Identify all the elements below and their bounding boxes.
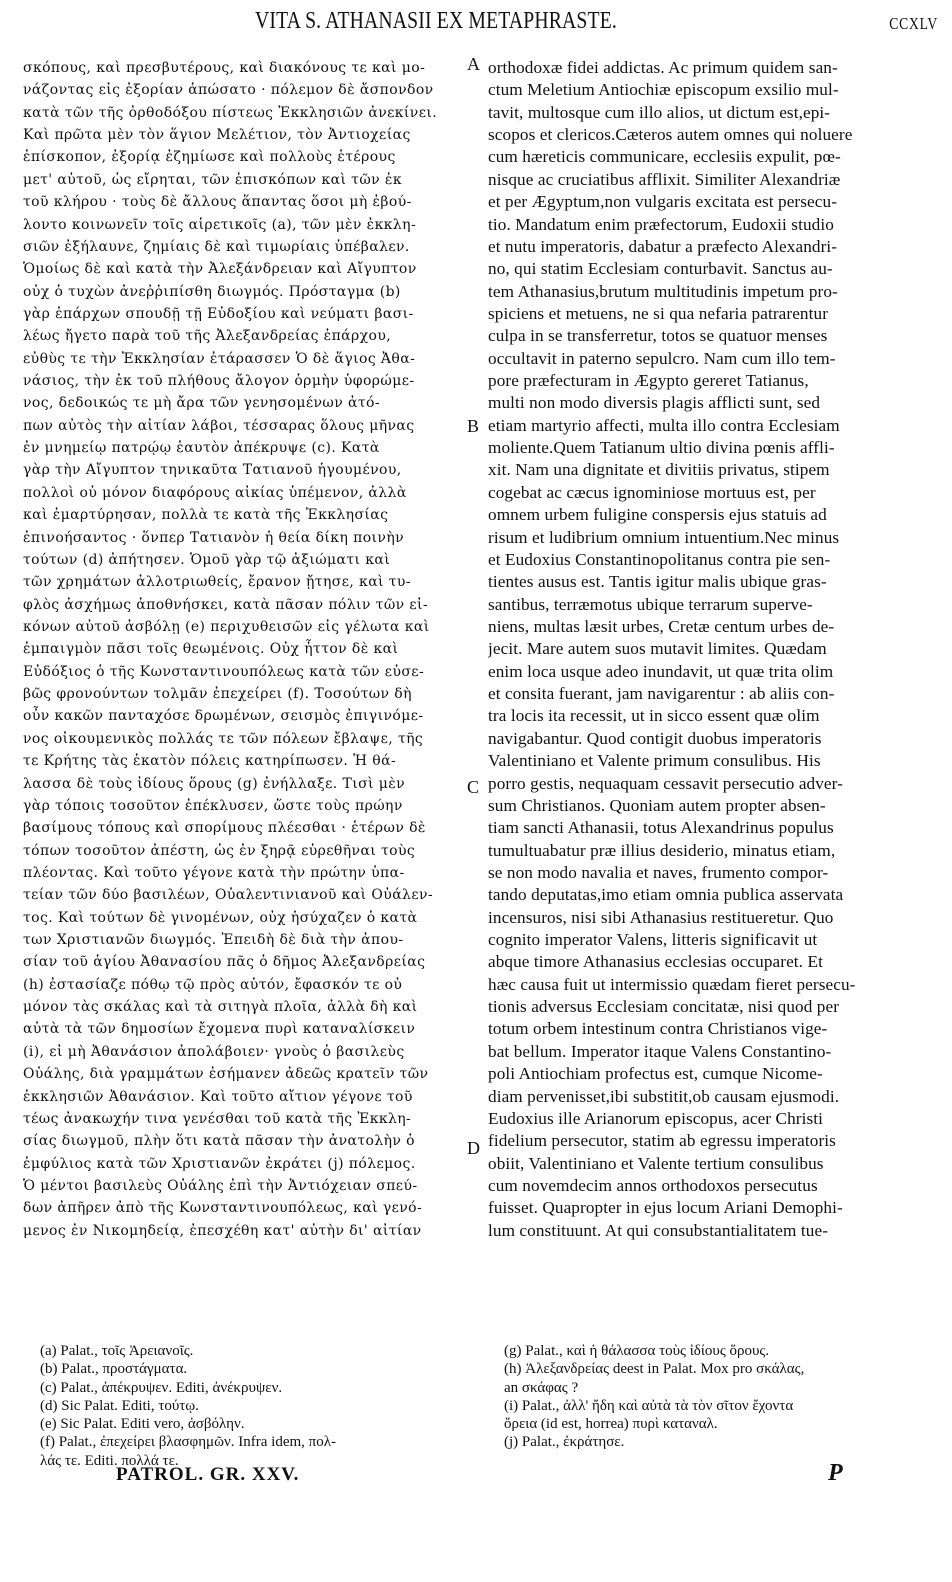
greek-text-line: νος οἰκουμενικὸς πολλάς τε τῶν πόλεων ἔβλαψε, τῆς	[23, 730, 424, 747]
greek-text-line: τείαν τῶν δύο βασιλέων, Οὐαλεντινιανοῦ καὶ Οὐάλεν-	[23, 887, 434, 904]
greek-text-line: γὰρ τόποις τοσοῦτον ἐπέκλυσεν, ὥστε τοὺς πρώην	[23, 797, 403, 814]
latin-text-line: omnem urbem fuligine conspersis ejus statuis ad	[488, 505, 827, 525]
greek-text-line: κόνων αὐτοῦ ἀσβόλῃ (e) περιχυθεισῶν εἰς γέλωτα καὶ	[23, 618, 430, 635]
greek-text-line: ἐκκλησιῶν Ἀθανάσιον. Καὶ τοῦτο αἴτιον γέγονε τοῦ	[23, 1088, 413, 1105]
greek-text-line: τέως ἀνακωχήν τινα γενέσθαι τοῦ κατὰ τῆς Ἐκκλη-	[23, 1110, 412, 1127]
latin-text-line: spiciens et metuens, ne si qua nefaria patrarentur	[488, 303, 829, 323]
footnote-line: (d) Sic Palat. Editi, τούτῳ.	[40, 1397, 199, 1414]
latin-text-line: Valentiniano et Valente primum consulibus. His	[488, 751, 821, 771]
latin-text-line: etiam martyrio affecti, multa illo contra Ecclesiam	[488, 415, 840, 435]
latin-text-line: porro gestis, nequaquam cessavit persecutio adver-	[488, 773, 843, 793]
greek-text-line: ἐν μνημείῳ πατρῴῳ ἑαυτὸν ἀπέκρυψε (c). Κατὰ	[23, 440, 380, 457]
latin-text-line: tavit, multosque cum illo alios, ut dictum est,epi-	[488, 102, 831, 122]
greek-text-line: των Χριστιανῶν διωγμός. Ἐπειδὴ δὲ διὰ τὴν ἀπου-	[23, 932, 404, 949]
greek-text-line: δων ἀπῆρεν ἀπὸ τῆς Κωνσταντινουπόλεως, καὶ γενό-	[23, 1200, 423, 1217]
greek-text-line: μόνον τὰς σκάλας καὶ τὰ σιτηγὰ πλοῖα, ἀλλὰ δὴ καὶ	[23, 999, 418, 1016]
greek-text-line: νάζοντας εἰς ἐξορίαν ἀπώσατο · πόλεμον δὲ ἄσπονδον	[23, 82, 434, 99]
greek-text-line: πων αὐτὸς τὴν αἰτίαν λάβοι, τέσσαρας ὅλους μῆνας	[23, 417, 415, 434]
greek-text-line: (h) ἐστασίαζε πόθῳ τῷ πρὸς αὐτόν, ἔφασκόν τε οὐ	[23, 976, 403, 993]
latin-text-line: lum constituunt. At qui consubstantialitatem tue-	[488, 1220, 829, 1240]
greek-text-line: μετ' αὐτοῦ, ὡς εἴρηται, τῶν ἐπισκόπων καὶ τῶν ἐκ	[23, 171, 402, 188]
latin-text-line: fuisset. Quapropter in ejus locum Ariani Demophi-	[488, 1198, 843, 1218]
footer-series-label: PATROL. GR. XXV.	[116, 1464, 300, 1485]
greek-text-line: καὶ ἐμαρτύρησαν, πολλὰ τε κατὰ τῆς Ἐκκλησίας	[23, 507, 389, 524]
running-title: VITA S. ATHANASII EX METAPHRASTE.	[255, 8, 617, 34]
greek-text-column	[23, 57, 461, 1242]
footnote-line: (a) Palat., τοῖς Ἀρειανοῖς.	[40, 1343, 194, 1359]
greek-text-line: λέως ἤγετο παρὰ τοῦ τῆς Ἀλεξανδρείας ἐπάρχου,	[23, 328, 392, 345]
footnote-line: (i) Palat., ἀλλ' ἤδη καὶ αὐτὰ τὰ τὸν σῖτον ἔχοντα	[504, 1397, 794, 1414]
footnotes-left	[40, 1342, 470, 1470]
greek-text-line: Ὁ μέντοι βασιλεὺς Οὐάλης ἐπὶ τὴν Ἀντιόχειαν σπεύ-	[23, 1177, 418, 1194]
greek-text-line: πολλοὶ οὐ μόνον διαφόρους αἰκίας ὑπέμενον, ἀλλὰ	[23, 484, 407, 501]
margin-marker-d: D	[467, 1138, 480, 1158]
latin-text-line: obiit, Valentiniano et Valente tertium consulibus	[488, 1153, 824, 1173]
greek-text-line: σιῶν ἐξήλαυνε, ζημίαις δὲ καὶ τιμωρίαις ὑπέβαλεν.	[23, 238, 410, 255]
latin-text-line: risum et ludibrium omnium intuentium.Nec minus	[488, 527, 840, 547]
greek-text-line: τῶν χρημάτων ἀλλοτριωθείς, ἔρανον ᾔτησε, καὶ τυ-	[23, 574, 411, 591]
greek-text-line: οὖν κακῶν πανταχόσε δρωμένων, σεισμὸς ἐπιγινόμε-	[23, 708, 424, 725]
latin-text-line: Eudoxius ille Arianorum episcopus, acer Christi	[488, 1108, 824, 1128]
greek-text-line: λασσα δὲ τοὺς ἰδίους ὅρους (g) ἐνήλλαξε. Τισὶ μὲν	[23, 775, 406, 792]
latin-text-line: abque timore Athanasius ecclesias occuparet. Et	[488, 952, 823, 972]
greek-text-line: ἐπινοήσαντος · ὅνπερ Τατιανὸν ἡ θεία δίκη ποινὴν	[23, 529, 405, 546]
greek-text-line: γὰρ τὴν Αἴγυπτον τηνικαῦτα Τατιανοῦ ἡγουμένου,	[23, 462, 402, 479]
latin-text-line: moliente.Quem Tatianum ultio divina pœnis affli-	[488, 438, 835, 458]
footnote-line: (h) Ἀλεξανδρείας deest in Palat. Mox pro σκάλας,	[504, 1361, 805, 1378]
latin-text-line: no, qui statim Ecclesiam conturbavit. Sanctus au-	[488, 259, 833, 279]
latin-text-line: fidelium persecutor, statim ab egressu imperatoris	[488, 1131, 836, 1151]
latin-text-line: et nutu imperatoris, dabatur a præfecto Alexandri-	[488, 236, 838, 256]
latin-text-line: cognito imperator Valens, litteris significavit ut	[488, 930, 818, 950]
latin-text-line: xit. Nam una dignitate et divitiis privatus, stipem	[488, 460, 830, 480]
latin-text-line: tionis adversus Ecclesiam concitatæ, nisi quod per	[488, 997, 840, 1017]
greek-text-line: βῶς φρονούντων τολμᾶν ἐπεχείρει (f). Τοσούτων δὴ	[23, 686, 412, 703]
greek-text-line: οὐχ ὁ τυχὼν ἀνεῤῥιπίσθη διωγμός. Πρόσταγμα (b)	[23, 283, 401, 300]
greek-text-line: ἐπίσκοπον, ἐξορίᾳ ἐζημίωσε καὶ πολλοὺς ἑτέρους	[23, 149, 396, 166]
latin-text-line: et consita fuerant, jam navigarentur : ab aliis con-	[488, 684, 835, 704]
footer-signature-mark: P	[828, 1460, 843, 1486]
latin-text-line: tiam sancti Athanasii, totus Alexandrinus populus	[488, 818, 834, 838]
latin-text-line: et Eudoxius Constantinopolitanus contra pie sen-	[488, 549, 831, 569]
latin-text-line: tem Athanasius,brutum multitudinis impetum pro-	[488, 281, 838, 301]
footnote-line: (c) Palat., ἀπέκρυψεν. Editi, ἀνέκρυψεν.	[40, 1379, 283, 1396]
greek-text-line: τούτων (d) ἀπήτησεν. Ὁμοῦ γὰρ τῷ ἀξιώματι καὶ	[23, 551, 391, 568]
latin-text-line: cum novemdecim annos orthodoxos persecutus	[488, 1175, 818, 1195]
footnote-line: (e) Sic Palat. Editi vero, ἀσβόλην.	[40, 1416, 245, 1433]
footnote-line: λάς τε. Editi. πολλά τε.	[40, 1452, 179, 1469]
latin-text-line: tio. Mandatum enim præfectorum, Eudoxii studio	[488, 214, 834, 234]
latin-text-line: incensuros, nisi sibi Athanasius restitueretur. Quo	[488, 907, 834, 927]
greek-text-line: αὐτὰ τὰ τῶν δημοσίων ἔχομενα πυρὶ καταναλίσκειν	[23, 1021, 416, 1038]
greek-text-line: πλέοντας. Καὶ τοῦτο γέγονε κατὰ τὴν πρώτην ὑπα-	[23, 864, 405, 881]
greek-text-line: τόπων τοσοῦτον ἀπέστη, ὡς ἐν ξηρᾷ εὑρεθῆναι τοὺς	[23, 842, 416, 859]
greek-text-line: νάσιος, τὴν ἐκ τοῦ πλήθους ἄλογον ὁρμὴν ὑφορώμε-	[23, 373, 415, 390]
latin-text-line: et per Ægyptum,non vulgaris excitata est persecu-	[488, 192, 838, 212]
margin-marker-b: B	[467, 416, 480, 436]
greek-text-line: βασίμους τόπους καὶ σπορίμους πλέεσθαι · ἑτέρων δὲ	[23, 820, 426, 837]
latin-text-line: diam pervenisset,ibi substitit,ob causam ejusmodi.	[488, 1086, 840, 1106]
greek-text-line: Εὐδόξιος ὁ τῆς Κωνσταντινουπόλεως κατὰ τῶν εὐσε-	[23, 663, 425, 680]
latin-text-line: tando deputatas,imo etiam omnia publica asservata	[488, 885, 844, 905]
footnote-line: (j) Palat., ἐκράτησε.	[504, 1434, 625, 1451]
greek-text-line: εὐθὺς τε τὴν Ἐκκλησίαν ἐτάρασσεν Ὁ δὲ ἅγιος Ἀθα-	[23, 350, 416, 367]
greek-text-line: μενος ἐν Νικομηδείᾳ, ἐπεσχέθη κατ' αὐτὴν δι' αἰτίαν	[23, 1222, 422, 1239]
margin-marker-a: A	[467, 54, 480, 74]
page-number: CCXLV	[889, 14, 938, 33]
greek-text-line: ἐμφύλιος κατὰ τῶν Χριστιανῶν ἐκράτει (j) πόλεμος.	[23, 1155, 416, 1172]
latin-text-line: multi non modo diversis plagis afflicti sunt, sed	[488, 393, 821, 413]
greek-text-line: γὰρ ἐπάρχων σπουδῇ τῇ Εὐδοξίου καὶ νεύματι βασι-	[23, 305, 414, 322]
footnote-line: (b) Palat., προστάγματα.	[40, 1361, 188, 1378]
latin-text-line: ctum Meletium Antiochiæ episcopum exsilio mul-	[488, 80, 839, 100]
latin-text-line: nisque ac cruciatibus afflixit. Similiter Alexandriæ	[488, 169, 841, 189]
latin-text-line: poli Antiochiam profectus est, cumque Nicome-	[488, 1064, 823, 1084]
footnote-line: (g) Palat., καὶ ἡ θάλασσα τοὺς ἰδίους ὅρους.	[504, 1343, 770, 1359]
latin-text-line: santibus, terræmotus ubique terrarum superve-	[488, 594, 813, 614]
greek-text-line: φλὸς ἀσχήμως ἀποθνήσκει, κατὰ πᾶσαν πόλιν τῶν εἰ-	[23, 596, 429, 613]
page-header	[0, 4, 952, 38]
greek-text-line: τοῦ κλήρου · τοὺς δὲ ἄλλους ἅπαντας ὅσοι μὴ ἐβού-	[23, 194, 412, 211]
footnote-line: an σκάφας ?	[504, 1379, 579, 1396]
latin-text-line: cum hæreticis communicare, ecclesiis expulit, pœ-	[488, 147, 841, 167]
greek-text-line: λοντο κοινωνεῖν τοῖς αἱρετικοῖς (a), τῶν μὲν ἐκκλη-	[23, 216, 417, 233]
greek-text-line: Ὁμοίως δὲ καὶ κατὰ τὴν Ἀλεξάνδρειαν καὶ Αἴγυπτον	[23, 261, 417, 278]
greek-text-line: σίαν τοῦ ἁγίου Ἀθανασίου πᾶς ὁ δῆμος Ἀλεξανδρείας	[23, 954, 426, 971]
latin-text-line: culpa in se transferretur, totos se quatuor menses	[488, 326, 828, 346]
latin-text-line: tra locis ita recessit, ut in sicco essent quæ olim	[488, 706, 820, 726]
greek-text-line: Οὐάλης, διὰ γραμμάτων ἐσήμανεν ἀδεῶς κρατεῖν τῶν	[23, 1066, 429, 1083]
latin-text-line: hæc causa fuit ut intermissio quædam fieret persecu-	[488, 974, 856, 994]
footnote-line: ὅρεια (id est, horrea) πυρὶ καταναλ.	[504, 1416, 718, 1433]
latin-text-line: tumultuabatur præ illius desiderio, minatus etiam,	[488, 840, 836, 860]
latin-text-line: orthodoxæ fidei addictas. Ac primum quidem san-	[488, 58, 838, 77]
latin-text-line: sum Christianos. Quoniam autem propter absen-	[488, 795, 826, 815]
latin-text-line: cogebat ac cæcus ignominiose mortuus est, per	[488, 482, 816, 502]
greek-text-line: ἐμπαιγμὸν πᾶσι τοῖς θεωμένοις. Οὐχ ἧττον δὲ καὶ	[23, 641, 399, 658]
greek-text-line: τε Κρήτης τὰς ἑκατὸν πόλεις κατηρίπωσεν. Ἡ θά-	[23, 753, 397, 770]
latin-text-line: scopos et clericos.Cæteros autem omnes qui noluere	[488, 125, 853, 145]
greek-text-line: σίας διωγμοῦ, πλὴν ὅτι κατὰ πᾶσαν τὴν ἀνατολὴν ὁ	[23, 1133, 415, 1150]
greek-text-line: Καὶ πρῶτα μὲν τὸν ἅγιον Μελέτιον, τὸν Ἀντιοχείας	[23, 127, 411, 144]
latin-text-line: enim loca usque adeo inundavit, ut quæ trita olim	[488, 661, 834, 681]
latin-text-line: niens, multas læsit urbes, Cretæ centum urbes de-	[488, 616, 835, 636]
greek-text-line: νος, δεδοικώς τε μὴ ἄρα τῶν γενησομένων ἀτό-	[23, 395, 380, 412]
footnotes-right	[504, 1342, 934, 1452]
footnote-line: (f) Palat., ἐπεχείρει βλασφημῶν. Infra idem, πολ-	[40, 1434, 336, 1451]
latin-text-line: tientes ausus est. Tantis igitur malis ubique gras-	[488, 572, 827, 592]
latin-text-line: se non modo navalia et naves, frumento compor-	[488, 862, 829, 882]
latin-text-line: navigabantur. Quod contigit duobus imperatoris	[488, 728, 822, 748]
greek-text-line: κατὰ τῶν τῆς ὀρθοδόξου πίστεως Ἐκκλησιῶν ἀνεκίνει.	[23, 104, 438, 121]
latin-text-line: occultavit in paterno sepulcro. Nam cum illo tem-	[488, 348, 836, 368]
greek-text-line: (i), εἰ μὴ Ἀθανάσιον ἀπολάβοιεν· γνοὺς ὁ βασιλεὺς	[23, 1043, 405, 1060]
greek-text-line: τος. Καὶ τούτων δὲ γινομένων, οὐχ ἡσύχαζεν ὁ κατὰ	[23, 909, 418, 926]
greek-text-line: σκόπους, καὶ πρεσβυτέρους, καὶ διακόνους τε καὶ μο-	[23, 60, 426, 76]
latin-text-column	[488, 57, 930, 1242]
latin-text-line: jecit. Mare autem suos mutavit limites. Quædam	[488, 639, 827, 659]
margin-marker-c: C	[467, 777, 480, 797]
latin-text-line: bat bellum. Imperator itaque Valens Constantino-	[488, 1041, 832, 1061]
latin-text-line: pore præfecturam in Ægypto gereret Tatianus,	[488, 371, 809, 391]
latin-text-line: totum orbem intestinum contra Christianos vige-	[488, 1019, 828, 1039]
